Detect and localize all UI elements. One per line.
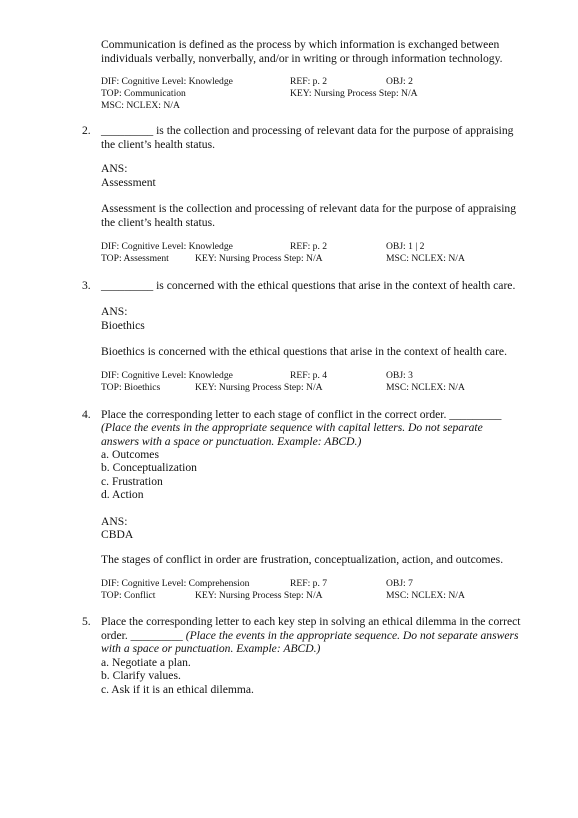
q1-meta-dif: DIF: Cognitive Level: Knowledge xyxy=(101,76,233,87)
q3-meta-key: KEY: Nursing Process Step: N/A xyxy=(195,382,323,393)
q2-meta-key: KEY: Nursing Process Step: N/A xyxy=(195,253,323,264)
q5-option-a: a. Negotiate a plan. xyxy=(101,656,191,669)
q4-meta-top: TOP: Conflict xyxy=(101,590,156,601)
q4-option-a: a. Outcomes xyxy=(101,448,159,461)
q5-instruction-line-2: with a space or punctuation. Example: ABCD.) xyxy=(101,642,321,655)
q2-answer-label: ANS: xyxy=(101,162,128,175)
q1-meta-obj: OBJ: 2 xyxy=(386,76,413,87)
q3-answer-label: ANS: xyxy=(101,305,128,318)
q3-question: _________ is concerned with the ethical questions that arise in the context of health care. xyxy=(101,279,516,292)
q4-meta-msc: MSC: NCLEX: N/A xyxy=(386,590,465,601)
q4-explanation: The stages of conflict in order are frustration, conceptualization, action, and outcomes. xyxy=(101,553,504,566)
q2-meta-msc: MSC: NCLEX: N/A xyxy=(386,253,465,264)
q4-instruction-line-1: (Place the events in the appropriate sequence with capital letters. Do not separate xyxy=(101,421,483,434)
q3-meta-msc: MSC: NCLEX: N/A xyxy=(386,382,465,393)
q2-question-line-1: _________ is the collection and processing of relevant data for the purpose of appraising xyxy=(101,124,514,137)
q3-answer: Bioethics xyxy=(101,319,145,332)
q4-question: Place the corresponding letter to each stage of conflict in the correct order. _________ xyxy=(101,408,502,421)
q3-number: 3. xyxy=(82,279,91,292)
q1-meta-top: TOP: Communication xyxy=(101,88,186,99)
q3-meta-dif: DIF: Cognitive Level: Knowledge xyxy=(101,370,233,381)
q4-instruction-line-2: answers with a space or punctuation. Example: ABCD.) xyxy=(101,435,362,448)
q2-explanation-line-2: the client’s health status. xyxy=(101,216,215,229)
q2-meta-dif: DIF: Cognitive Level: Knowledge xyxy=(101,241,233,252)
q2-meta-ref: REF: p. 2 xyxy=(290,241,328,252)
q4-meta-ref: REF: p. 7 xyxy=(290,578,328,589)
q4-option-b: b. Conceptualization xyxy=(101,461,197,474)
q4-answer: CBDA xyxy=(101,528,134,541)
q5-option-c: c. Ask if it is an ethical dilemma. xyxy=(101,683,254,696)
q3-meta-top: TOP: Bioethics xyxy=(101,382,161,393)
q1-meta-ref: REF: p. 2 xyxy=(290,76,328,87)
q2-meta-obj: OBJ: 1 | 2 xyxy=(386,241,425,252)
q4-answer-label: ANS: xyxy=(101,515,128,528)
q3-explanation: Bioethics is concerned with the ethical questions that arise in the context of health care. xyxy=(101,345,507,358)
q4-meta-dif: DIF: Cognitive Level: Comprehension xyxy=(101,578,250,589)
q2-number: 2. xyxy=(82,124,91,137)
q4-number: 4. xyxy=(82,408,91,421)
q5-question-blank: order. _________ xyxy=(101,629,186,642)
q5-question-line-2 xyxy=(101,629,519,643)
q2-question-line-2: the client’s health status. xyxy=(101,138,215,151)
q1-meta-key: KEY: Nursing Process Step: N/A xyxy=(290,88,418,99)
q2-answer: Assessment xyxy=(101,176,156,189)
q5-instruction-line-1: (Place the events in the appropriate sequence. Do not separate answers xyxy=(185,629,519,642)
q5-question-line-1: Place the corresponding letter to each key step in solving an ethical dilemma in the correct xyxy=(101,615,521,628)
q4-option-d: d. Action xyxy=(101,488,144,501)
q4-meta-obj: OBJ: 7 xyxy=(386,578,413,589)
q3-meta-obj: OBJ: 3 xyxy=(386,370,413,381)
q1-explanation-line-2: individuals verbally, nonverbally, and/or in writing or through information technology. xyxy=(101,52,503,65)
q1-explanation-line-1: Communication is defined as the process by which information is exchanged between xyxy=(101,38,500,51)
q5-option-b: b. Clarify values. xyxy=(101,669,181,682)
q2-meta-top: TOP: Assessment xyxy=(101,253,169,264)
q5-number: 5. xyxy=(82,615,91,628)
q3-meta-ref: REF: p. 4 xyxy=(290,370,328,381)
q1-meta-msc: MSC: NCLEX: N/A xyxy=(101,100,180,111)
q4-meta-key: KEY: Nursing Process Step: N/A xyxy=(195,590,323,601)
q4-option-c: c. Frustration xyxy=(101,475,163,488)
q2-explanation-line-1: Assessment is the collection and processing of relevant data for the purpose of appraising xyxy=(101,202,517,215)
